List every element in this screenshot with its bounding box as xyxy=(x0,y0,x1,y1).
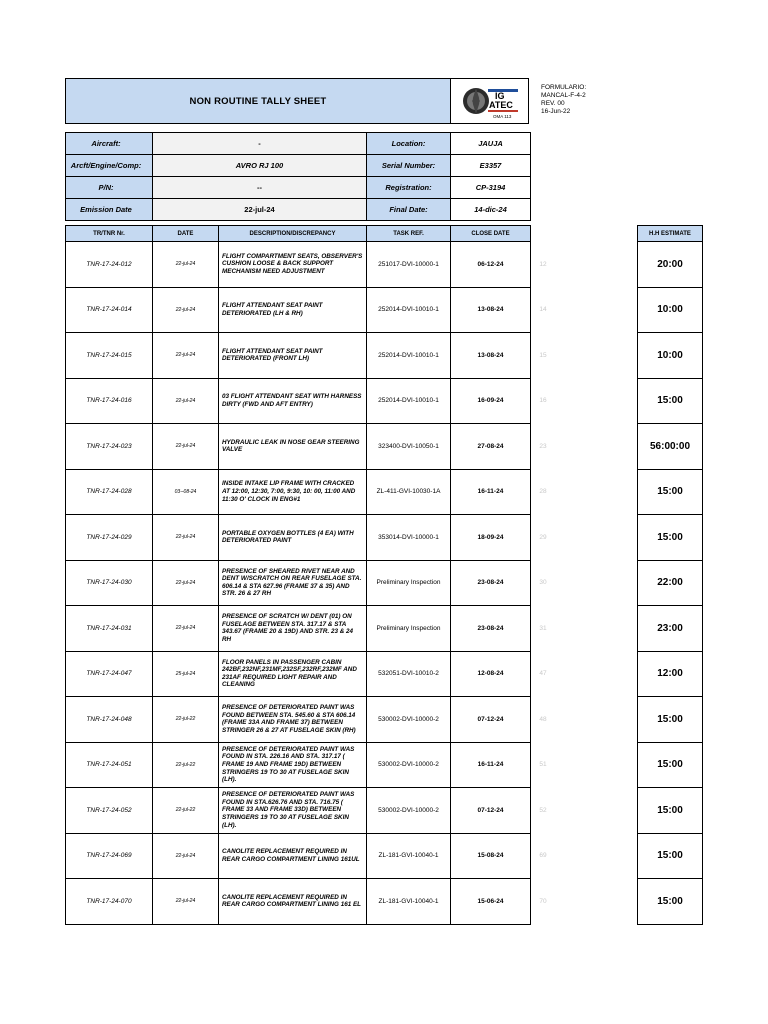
col-header-desc: DESCRIPTION/DISCREPANCY xyxy=(219,226,367,242)
hh-value: 22:00 xyxy=(638,560,703,606)
row-close-date: 16-11-24 xyxy=(451,742,531,788)
row-close-date: 06-12-24 xyxy=(451,242,531,288)
row-index: 14 xyxy=(539,306,547,314)
tr-number: TNR-17-24-048 xyxy=(66,697,153,743)
form-info-line: FORMULARIO: xyxy=(541,84,587,91)
row-task-ref: ZL-181-GVI-10040-1 xyxy=(367,879,451,925)
row-index: 52 xyxy=(539,806,547,814)
final-date-label: Final Date: xyxy=(367,199,451,221)
tr-number: TNR-17-24-069 xyxy=(66,833,153,879)
tr-number: TNR-17-24-023 xyxy=(66,424,153,470)
row-close-date: 07-12-24 xyxy=(451,788,531,834)
hh-row xyxy=(638,424,703,470)
row-close-date: 18-09-24 xyxy=(451,515,531,561)
emission-value: 22-jul-24 xyxy=(153,199,367,221)
table-header-row xyxy=(66,226,531,242)
row-close-date: 23-08-24 xyxy=(451,560,531,606)
col-header-date: DATE xyxy=(153,226,219,242)
serial-label: Serial Number: xyxy=(367,155,451,177)
row-index: 51 xyxy=(539,761,547,769)
turbine-logo-icon xyxy=(458,81,522,121)
title-box xyxy=(65,78,451,124)
row-description: FLIGHT COMPARTMENT SEATS, OBSERVER'S CUSHION LOOSE & BACK SUPPORT MECHANISM NEED ADJUSTMENT xyxy=(219,242,367,288)
logo-subtext: OMA 113 xyxy=(492,114,511,119)
serial-value: E3357 xyxy=(451,155,531,177)
row-date: 25-jul-24 xyxy=(153,651,219,697)
hh-value: 20:00 xyxy=(638,242,703,288)
hh-row xyxy=(638,833,703,879)
hh-row xyxy=(638,242,703,288)
aircraft-label: Aircraft: xyxy=(66,133,153,155)
tr-number: TNR-17-24-016 xyxy=(66,378,153,424)
tr-number: TNR-17-24-029 xyxy=(66,515,153,561)
registration-value: CP-3194 xyxy=(451,177,531,199)
row-date: 22-jul-24 xyxy=(153,378,219,424)
row-index: 30 xyxy=(539,579,547,587)
registration-label: Registration: xyxy=(367,177,451,199)
page-title: NON ROUTINE TALLY SHEET xyxy=(189,95,327,107)
row-description: CANOLITE REPLACEMENT REQUIRED IN REAR CARGO COMPARTMENT LINING 161 EL xyxy=(219,879,367,925)
row-close-date: 07-12-24 xyxy=(451,697,531,743)
row-date: 22-jul-22 xyxy=(153,697,219,743)
table-row xyxy=(66,697,531,743)
table-row xyxy=(66,606,531,652)
hh-value: 15:00 xyxy=(638,378,703,424)
hh-estimate-table xyxy=(637,225,703,925)
hh-row xyxy=(638,697,703,743)
col-header-hh: H.H ESTIMATE xyxy=(638,226,703,242)
hh-value: 15:00 xyxy=(638,697,703,743)
table-row xyxy=(66,424,531,470)
row-task-ref: ZL-181-GVI-10040-1 xyxy=(367,833,451,879)
emission-label: Emission Date xyxy=(66,199,153,221)
hh-value: 12:00 xyxy=(638,651,703,697)
col-header-task: TASK REF. xyxy=(367,226,451,242)
row-index: 69 xyxy=(539,852,547,860)
hh-row xyxy=(638,651,703,697)
row-date: 22-jul-24 xyxy=(153,333,219,379)
row-description: INSIDE INTAKE LIP FRAME WITH CRACKED AT 12:00, 12:30, 7:00, 9:30, 10: 00, 11:00 AND 11:30 O' CLOCK IN ENG#1 xyxy=(219,469,367,515)
hh-value: 56:00:00 xyxy=(638,424,703,470)
row-date: 22-jul-24 xyxy=(153,879,219,925)
hh-value: 15:00 xyxy=(638,879,703,925)
tr-number: TNR-17-24-028 xyxy=(66,469,153,515)
row-date: 22-jul-22 xyxy=(153,742,219,788)
row-index: 15 xyxy=(539,351,547,359)
table-row xyxy=(66,378,531,424)
row-close-date: 27-08-24 xyxy=(451,424,531,470)
row-index: 48 xyxy=(539,715,547,723)
row-date: 22-jul-22 xyxy=(153,788,219,834)
row-close-date: 23-08-24 xyxy=(451,606,531,652)
row-task-ref: 353014-DVI-10000-1 xyxy=(367,515,451,561)
info-row xyxy=(66,133,531,155)
hh-row xyxy=(638,788,703,834)
row-description: FLIGHT ATTENDANT SEAT PAINT DETERIORATED (FRONT LH) xyxy=(219,333,367,379)
hh-row xyxy=(638,606,703,652)
table-row xyxy=(66,469,531,515)
form-info xyxy=(541,84,586,116)
tr-number: TNR-17-24-052 xyxy=(66,788,153,834)
table-row xyxy=(66,879,531,925)
row-close-date: 13-08-24 xyxy=(451,333,531,379)
table-row xyxy=(66,560,531,606)
row-description: PRESENCE OF DETERIORATED PAINT WAS FOUND IN STA.626.76 AND STA. 716.75 ( FRAME 33 AND FRAME 33D) BETWEEN STRINGERS 19 TO 30 AT FUSELAGE SKIN (LH). xyxy=(219,788,367,834)
row-task-ref: 530002-DVI-10000-2 xyxy=(367,788,451,834)
row-description: PORTABLE OXYGEN BOTTLES (4 EA) WITH DETERIORATED PAINT xyxy=(219,515,367,561)
location-value: JAUJA xyxy=(451,133,531,155)
hh-row xyxy=(638,515,703,561)
row-description: FLOOR PANELS IN PASSENGER CABIN 242BF,232NF,231MF,232SF,232RF,232MF AND 231AF REQUIRED LIGHT REPAIR AND CLEANING xyxy=(219,651,367,697)
info-row xyxy=(66,199,531,221)
row-task-ref: 530002-DVI-10000-2 xyxy=(367,742,451,788)
row-date: 22-jul-24 xyxy=(153,833,219,879)
row-description: 03 FLIGHT ATTENDANT SEAT WITH HARNESS DIRTY (FWD AND AFT ENTRY) xyxy=(219,378,367,424)
table-row xyxy=(66,788,531,834)
hh-value: 15:00 xyxy=(638,742,703,788)
tr-number: TNR-17-24-014 xyxy=(66,287,153,333)
row-task-ref: 530002-DVI-10000-2 xyxy=(367,697,451,743)
hh-value: 10:00 xyxy=(638,333,703,379)
logo-text-ig: IG xyxy=(494,91,505,101)
info-row xyxy=(66,177,531,199)
hh-value: 15:00 xyxy=(638,515,703,561)
row-description: PRESENCE OF SCRATCH W/ DENT (01) ON FUSELAGE BETWEEN STA. 317.17 & STA 343.67 (FRAME 20 & 19D) AND STR. 23 & 24 RH xyxy=(219,606,367,652)
table-row xyxy=(66,833,531,879)
tr-number: TNR-17-24-031 xyxy=(66,606,153,652)
hh-value: 23:00 xyxy=(638,606,703,652)
row-task-ref: ZL-411-GVI-10030-1A xyxy=(367,469,451,515)
tr-number: TNR-17-24-012 xyxy=(66,242,153,288)
form-info-line: REV. 00 xyxy=(541,100,565,107)
tr-number: TNR-17-24-015 xyxy=(66,333,153,379)
row-index: 70 xyxy=(539,897,547,905)
hh-row xyxy=(638,879,703,925)
row-index: 23 xyxy=(539,442,547,450)
row-task-ref: 532051-DVI-10010-2 xyxy=(367,651,451,697)
row-description: PRESENCE OF DETERIORATED PAINT WAS FOUND IN STA. 226.16 AND STA. 317.17 ( FRAME 19 AND FRAME 19D) BETWEEN STRINGERS 19 TO 30 AT FUSELAGE SKIN (LH). xyxy=(219,742,367,788)
row-index: 28 xyxy=(539,488,547,496)
row-index: 47 xyxy=(539,670,547,678)
row-close-date: 15-06-24 xyxy=(451,879,531,925)
table-row xyxy=(66,242,531,288)
row-date: 22-jul-24 xyxy=(153,606,219,652)
hh-row xyxy=(638,333,703,379)
final-date-value: 14-dic-24 xyxy=(451,199,531,221)
arcft-value: AVRO RJ 100 xyxy=(153,155,367,177)
hh-value: 15:00 xyxy=(638,469,703,515)
table-row xyxy=(66,287,531,333)
tr-number: TNR-17-24-051 xyxy=(66,742,153,788)
row-task-ref: 252014-DVI-10010-1 xyxy=(367,378,451,424)
row-date: 22-jul-24 xyxy=(153,287,219,333)
tr-number: TNR-17-24-047 xyxy=(66,651,153,697)
location-label: Location: xyxy=(367,133,451,155)
row-description: FLIGHT ATTENDANT SEAT PAINT DETERIORATED (LH & RH) xyxy=(219,287,367,333)
row-date: 03--08-24 xyxy=(153,469,219,515)
info-row xyxy=(66,155,531,177)
row-task-ref: Preliminary Inspection xyxy=(367,606,451,652)
hh-value: 15:00 xyxy=(638,788,703,834)
form-info-line: 16-Jun-22 xyxy=(541,108,571,115)
tr-number: TNR-17-24-070 xyxy=(66,879,153,925)
row-close-date: 16-11-24 xyxy=(451,469,531,515)
row-task-ref: 251017-DVI-10000-1 xyxy=(367,242,451,288)
row-date: 22-jul-24 xyxy=(153,560,219,606)
col-header-tr: TR/TNR Nr. xyxy=(66,226,153,242)
company-logo xyxy=(451,78,529,124)
table-row xyxy=(66,742,531,788)
hh-value: 10:00 xyxy=(638,287,703,333)
hh-header-row xyxy=(638,226,703,242)
row-description: PRESENCE OF DETERIORATED PAINT WAS FOUND BETWEEN STA. 545.60 & STA 606.14 (FRAME 33A AND FRAME 37) BETWEEN STRINGER 26 & 27 AT FUSELAGE SKIN (RH) xyxy=(219,697,367,743)
row-index: 12 xyxy=(539,260,547,268)
aircraft-value: - xyxy=(153,133,367,155)
aircraft-info-table xyxy=(65,132,531,221)
row-task-ref: Preliminary Inspection xyxy=(367,560,451,606)
row-close-date: 12-08-24 xyxy=(451,651,531,697)
row-close-date: 15-08-24 xyxy=(451,833,531,879)
row-date: 22-jul-24 xyxy=(153,242,219,288)
row-date: 22-jul-24 xyxy=(153,515,219,561)
row-close-date: 13-08-24 xyxy=(451,287,531,333)
row-close-date: 16-09-24 xyxy=(451,378,531,424)
table-row xyxy=(66,651,531,697)
tally-table xyxy=(65,225,531,925)
row-index: 16 xyxy=(539,397,547,405)
row-description: CANOLITE REPLACEMENT REQUIRED IN REAR CARGO COMPARTMENT LINING 161UL xyxy=(219,833,367,879)
hh-row xyxy=(638,287,703,333)
row-description: HYDRAULIC LEAK IN NOSE GEAR STEERING VALVE xyxy=(219,424,367,470)
logo-text-atec: ATEC xyxy=(488,100,513,110)
pn-label: P/N: xyxy=(66,177,153,199)
hh-row xyxy=(638,378,703,424)
hh-row xyxy=(638,469,703,515)
row-index: 31 xyxy=(539,624,547,632)
row-task-ref: 323400-DVI-10050-1 xyxy=(367,424,451,470)
hh-row xyxy=(638,560,703,606)
tr-number: TNR-17-24-030 xyxy=(66,560,153,606)
row-description: PRESENCE OF SHEARED RIVET NEAR AND DENT W/SCRATCH ON REAR FUSELAGE STA. 606.14 & STA 627.96 (FRAME 37 & 35) AND STR. 26 & 27 RH xyxy=(219,560,367,606)
row-task-ref: 252014-DVI-10010-1 xyxy=(367,287,451,333)
form-info-line: MANCAL-F-4-2 xyxy=(541,92,586,99)
arcft-label: Arcft/Engine/Comp: xyxy=(66,155,153,177)
row-index: 29 xyxy=(539,533,547,541)
hh-value: 15:00 xyxy=(638,833,703,879)
col-header-close: CLOSE DATE xyxy=(451,226,531,242)
row-date: 22-jul-24 xyxy=(153,424,219,470)
pn-value: -- xyxy=(153,177,367,199)
table-row xyxy=(66,333,531,379)
hh-row xyxy=(638,742,703,788)
table-row xyxy=(66,515,531,561)
row-task-ref: 252014-DVI-10010-1 xyxy=(367,333,451,379)
